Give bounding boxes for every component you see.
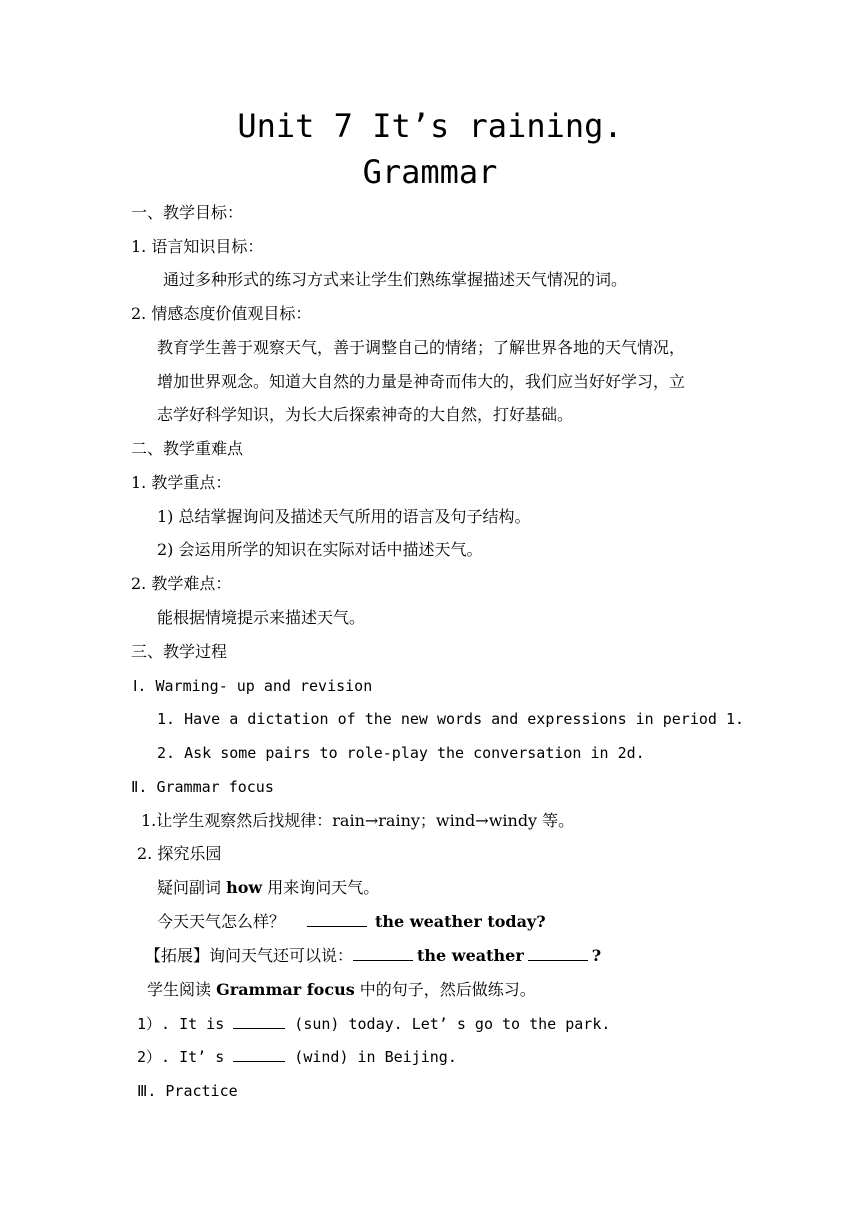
subheading-values: 2. 情感态度价值观目标：: [131, 304, 312, 323]
instruction-read-grammar-focus: 学生阅读 Grammar focus 中的句子，然后做练习。: [147, 980, 536, 999]
exercise-sun: 1）. It is (sun) today. Let’ s go to the park.: [137, 1015, 611, 1033]
answer-blank[interactable]: [353, 945, 413, 961]
subheading-language-knowledge: 1. 语言知识目标：: [131, 237, 264, 256]
paragraph-language-knowledge: 通过多种形式的练习方式来让学生们熟练掌握描述天气情况的词。: [163, 270, 628, 289]
step-practice: Ⅲ. Practice: [137, 1082, 238, 1100]
list-item-key-point-2: 2) 会运用所学的知识在实际对话中描述天气。: [157, 540, 483, 559]
exercise-wind: 2）. It’ s (wind) in Beijing.: [137, 1048, 457, 1066]
paragraph-difficulty: 能根据情境提示来描述天气。: [157, 608, 366, 627]
step-warming-up: Ⅰ. Warming- up and revision: [133, 677, 373, 695]
paragraph-values-3: 志学好科学知识，为长大后探索神奇的大自然，打好基础。: [157, 405, 574, 424]
subheading-key-point: 1. 教学重点：: [131, 473, 232, 492]
section-heading-process: 三、教学过程: [131, 642, 228, 661]
title-line-1: Unit 7 It’s raining.: [237, 107, 623, 145]
list-item-key-point-1: 1) 总结掌握询问及描述天气所用的语言及句子结构。: [157, 507, 531, 526]
answer-blank[interactable]: [528, 945, 588, 961]
answer-blank[interactable]: [233, 1046, 285, 1062]
subheading-difficulty: 2. 教学难点：: [131, 574, 232, 593]
title-line-2: Grammar: [362, 153, 498, 191]
list-item-role-play: 2. Ask some pairs to role-play the conversation in 2d.: [157, 744, 645, 762]
section-heading-objectives: 一、教学目标：: [131, 203, 244, 222]
sentence-how-question: 疑问副词 how 用来询问天气。: [157, 878, 380, 897]
paragraph-values-1: 教育学生善于观察天气，善于调整自己的情绪；了解世界各地的天气情况，: [157, 338, 686, 357]
section-heading-key-points: 二、教学重难点: [131, 439, 244, 458]
answer-blank[interactable]: [307, 911, 367, 927]
exercise-extension: 【拓展】询问天气还可以说： the weather ?: [145, 946, 602, 965]
exercise-weather-today: 今天天气怎么样？ the weather today?: [157, 912, 546, 931]
step-grammar-focus: Ⅱ. Grammar focus: [131, 778, 274, 796]
list-item-dictation: 1. Have a dictation of the new words and expressions in period 1.: [157, 710, 744, 728]
list-item-find-rule: 1.让学生观察然后找规律：rain→rainy；wind→windy 等。: [141, 811, 575, 830]
subheading-explore: 2. 探究乐园: [137, 844, 222, 863]
paragraph-values-2: 增加世界观念。知道大自然的力量是神奇而伟大的，我们应当好好学习，立: [157, 372, 686, 391]
answer-blank[interactable]: [233, 1013, 285, 1029]
